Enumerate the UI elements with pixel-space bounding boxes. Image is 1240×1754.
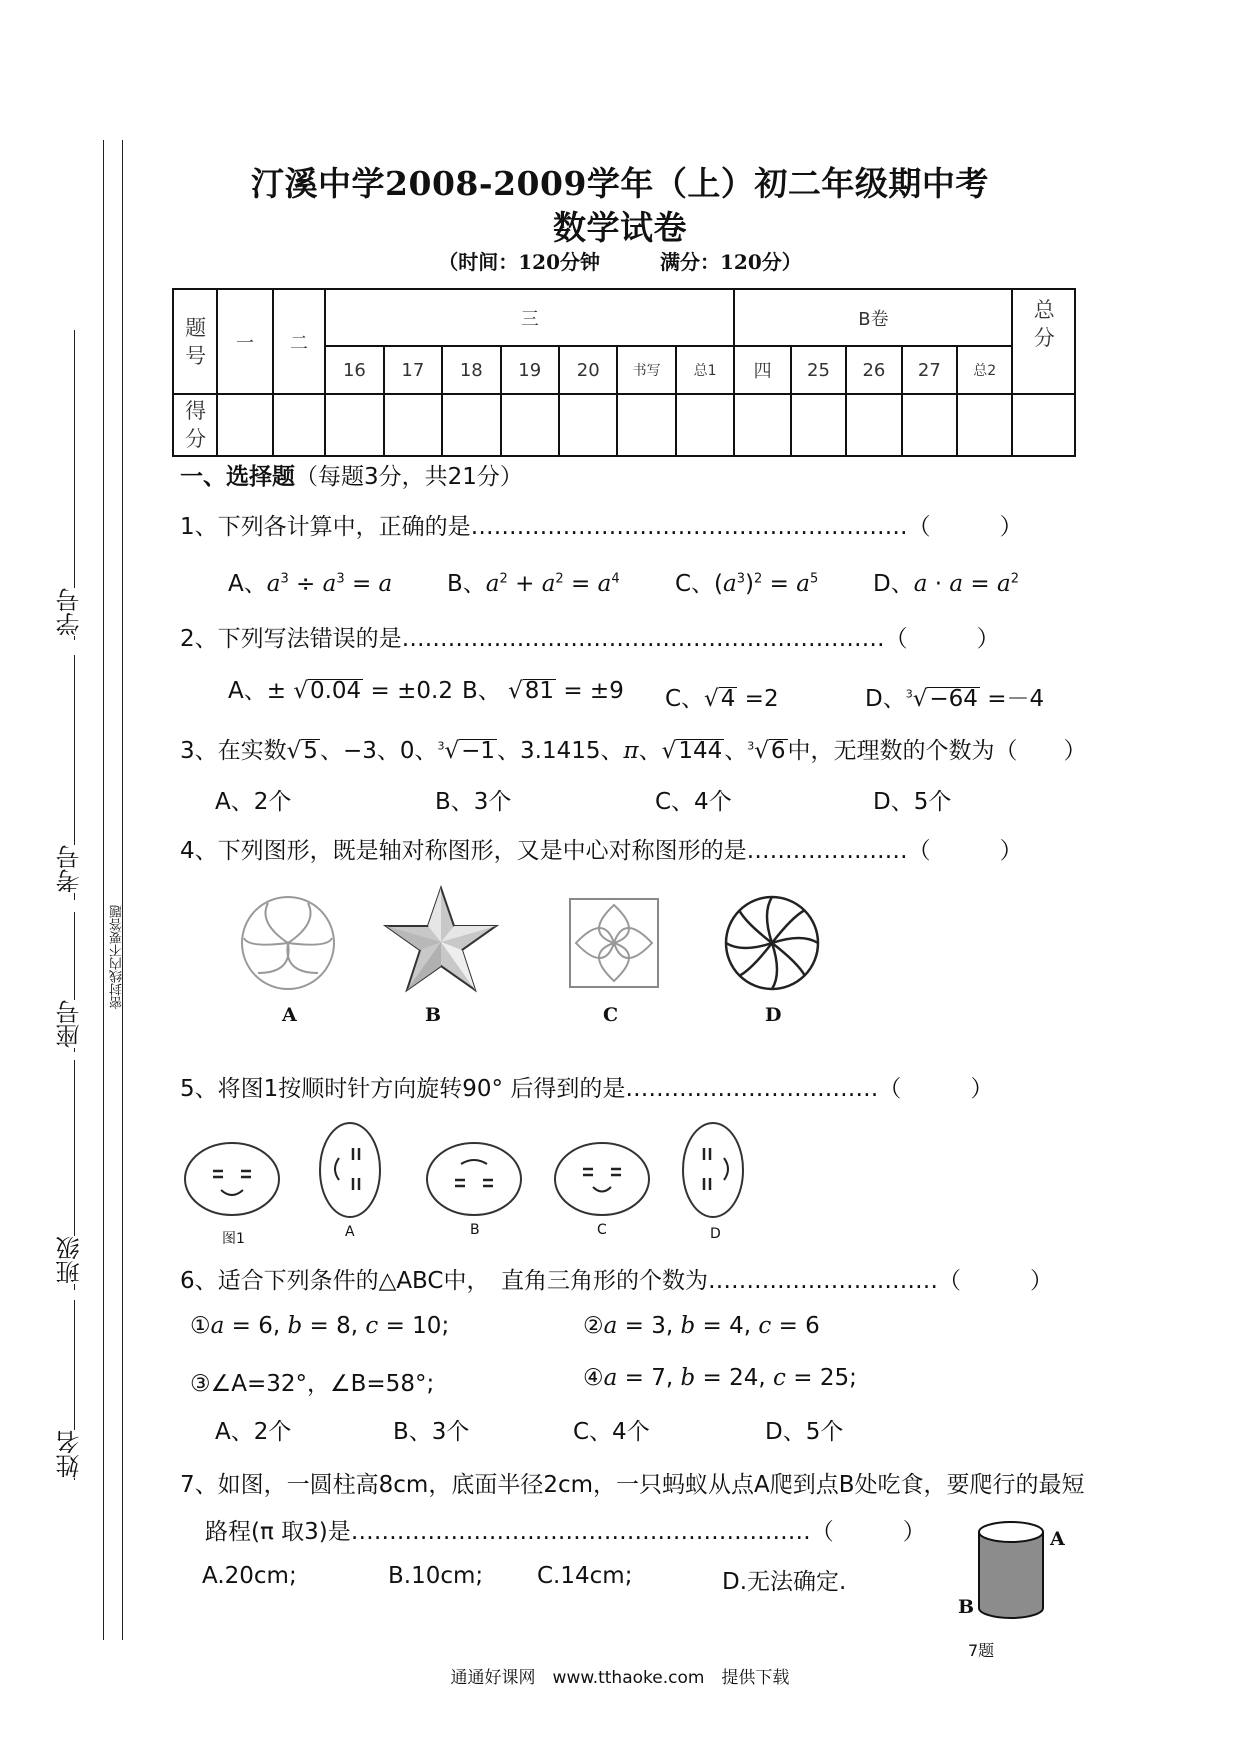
q1-option-d: D、$a \cdot a = a^2$ [873, 571, 1019, 597]
q7-figure-caption: 7题 [968, 1641, 995, 1660]
section-1-note: （每题3分，共21分） [295, 464, 523, 490]
q1-stem: 1、下列各计算中，正确的是…………………………………………………（ ） [180, 514, 1023, 540]
q5-label-c: C [597, 1222, 607, 1238]
col-head-2: 二 [273, 289, 325, 394]
score-cell[interactable] [384, 394, 442, 456]
q2-stem: 2、下列写法错误的是………………………………………………………（ ） [180, 626, 1000, 652]
col-head-17: 17 [384, 346, 442, 394]
score-cell[interactable] [846, 394, 901, 456]
exam-info: （时间：120分钟 满分：120分） [438, 250, 802, 274]
col-head-handwriting: 书写 [617, 346, 675, 394]
q4-label-d: D [765, 1004, 782, 1026]
q7-option-a: A.20cm; [202, 1563, 297, 1589]
binding-line-outer [103, 140, 104, 1640]
q4-stem: 4、下列图形，既是轴对称图形，又是中心对称图形的是…………………（ ） [180, 838, 1023, 864]
q5-figure-c [553, 1140, 651, 1218]
page-subtitle: 数学试卷 [553, 208, 687, 247]
q4-label-b: B [425, 1004, 442, 1026]
q7-cylinder-figure [975, 1518, 1047, 1622]
col-group-b: B卷 [734, 289, 1012, 346]
q2-option-c: C、√4 =2 [665, 686, 779, 712]
score-table [172, 288, 1076, 457]
q6-option-b: B、3个 [393, 1419, 470, 1445]
field-label-exam-no: 考号 [52, 845, 87, 893]
q4-figure-a [238, 893, 338, 993]
q5-figure-a [317, 1120, 383, 1220]
col-head-25: 25 [791, 346, 846, 394]
field-label-name: 姓名 [52, 1430, 87, 1478]
q3-option-d: D、5个 [873, 789, 952, 815]
q7-option-d: D.无法确定. [722, 1569, 847, 1595]
field-label-seat-no: 座号 [52, 1000, 87, 1048]
col-head-1: 一 [217, 289, 272, 394]
score-cell[interactable] [325, 394, 383, 456]
q7-stem-line1: 7、如图，一圆柱高8cm，底面半径2cm，一只蚂蚁从点A爬到点B处吃食，要爬行的最短 [180, 1472, 1085, 1498]
q3-option-c: C、4个 [655, 789, 732, 815]
score-cell[interactable] [501, 394, 559, 456]
q6-stem: 6、适合下列条件的△ABC中， 直角三角形的个数为…………………………（ ） [180, 1268, 1053, 1294]
q1-option-b: B、$a^2 + a^2 = a^4$ [447, 571, 620, 597]
col-head-subtotal-2: 总2 [957, 346, 1012, 394]
q7-point-b-label: B [958, 1596, 975, 1618]
col-group-3: 三 [325, 289, 734, 346]
q5-figure-d [680, 1120, 746, 1220]
col-head-20: 20 [559, 346, 617, 394]
q7-option-c: C.14cm; [537, 1563, 633, 1589]
q1-option-c: C、$(a^3)^2 = a^5$ [675, 571, 819, 597]
q6-condition-3: ③∠A=32°，∠B=58°; [190, 1371, 435, 1397]
col-head-27: 27 [902, 346, 957, 394]
score-cell[interactable] [1012, 394, 1075, 456]
score-cell[interactable] [273, 394, 325, 456]
q6-condition-2: ②a = 3, b = 4, c = 6 [583, 1313, 820, 1339]
q5-label-fig1: 图1 [222, 1231, 245, 1247]
col-head-subtotal-1: 总1 [676, 346, 734, 394]
q7-point-a-label: A [1050, 1528, 1065, 1550]
q4-figure-b [384, 886, 498, 994]
col-head-18: 18 [442, 346, 500, 394]
q4-label-a: A [282, 1004, 297, 1026]
score-cell[interactable] [791, 394, 846, 456]
q3-option-a: A、2个 [215, 789, 292, 815]
q3-stem-b: 中，无理数的个数为（ ） [787, 738, 1087, 764]
field-label-class: 班级 [52, 1236, 87, 1284]
q2-option-d: D、$^3$√−64 =－4 [865, 686, 1045, 712]
q4-figure-d [722, 893, 822, 993]
q6-condition-1: ①a = 6, b = 8, c = 10; [190, 1313, 450, 1339]
q6-condition-4: ④a = 7, b = 24, c = 25; [583, 1365, 857, 1391]
score-cell[interactable] [957, 394, 1012, 456]
q3-option-b: B、3个 [435, 789, 512, 815]
score-cell[interactable] [676, 394, 734, 456]
page-title: 汀溪中学2008-2009学年（上）初二年级期中考 [251, 164, 989, 203]
q5-label-b: B [470, 1222, 480, 1238]
section-1-heading [180, 458, 523, 491]
q4-figure-c [568, 897, 660, 989]
q5-figure-b [425, 1140, 523, 1218]
score-cell[interactable] [559, 394, 617, 456]
footer-credit: 通通好课网 www.tthaoke.com 提供下载 [450, 1668, 790, 1688]
score-cell[interactable] [734, 394, 790, 456]
seal-note: 密封线内不要答题 [110, 905, 125, 1009]
col-head-16: 16 [325, 346, 383, 394]
q7-option-b: B.10cm; [388, 1563, 484, 1589]
q4-label-c: C [603, 1004, 619, 1026]
col-head-total: 总分 [1012, 289, 1075, 394]
q3-stem: 3、在实数√5、−3、0、$^3$√−1、3.1415、π、√144、$^3$√6中，无理数的个数为（ ） [180, 738, 1087, 764]
score-cell[interactable] [617, 394, 675, 456]
q6-option-a: A、2个 [215, 1419, 292, 1445]
score-cell[interactable] [217, 394, 272, 456]
field-label-student-id: 学号 [52, 588, 87, 636]
row-head-score: 得分 [173, 394, 217, 456]
q5-label-d: D [710, 1226, 721, 1242]
q5-figure-1 [183, 1140, 281, 1218]
q5-stem: 5、将图1按顺时针方向旋转90° 后得到的是……………………………（ ） [180, 1076, 994, 1102]
q5-label-a: A [345, 1224, 355, 1240]
score-cell[interactable] [902, 394, 957, 456]
section-1-title: 一、选择题 [180, 464, 295, 490]
col-head-19: 19 [501, 346, 559, 394]
q3-stem-a: 3、在实数 [180, 738, 287, 764]
score-cell[interactable] [442, 394, 500, 456]
binding-line-inner [122, 140, 123, 1640]
row-head-question: 题号 [173, 289, 217, 394]
q2-option-b: B、 √81 = ±9 [462, 678, 624, 704]
q2-option-a: A、± √0.04 = ±0.2 [228, 678, 453, 704]
col-head-four: 四 [734, 346, 790, 394]
q1-option-a: A、$a^3 \div a^3 = a$ [228, 571, 393, 597]
q7-stem-line2: 路程(π 取3)是……………………………………………………（ ） [205, 1519, 926, 1545]
col-head-26: 26 [846, 346, 901, 394]
q6-option-d: D、5个 [765, 1419, 844, 1445]
q6-option-c: C、4个 [573, 1419, 650, 1445]
